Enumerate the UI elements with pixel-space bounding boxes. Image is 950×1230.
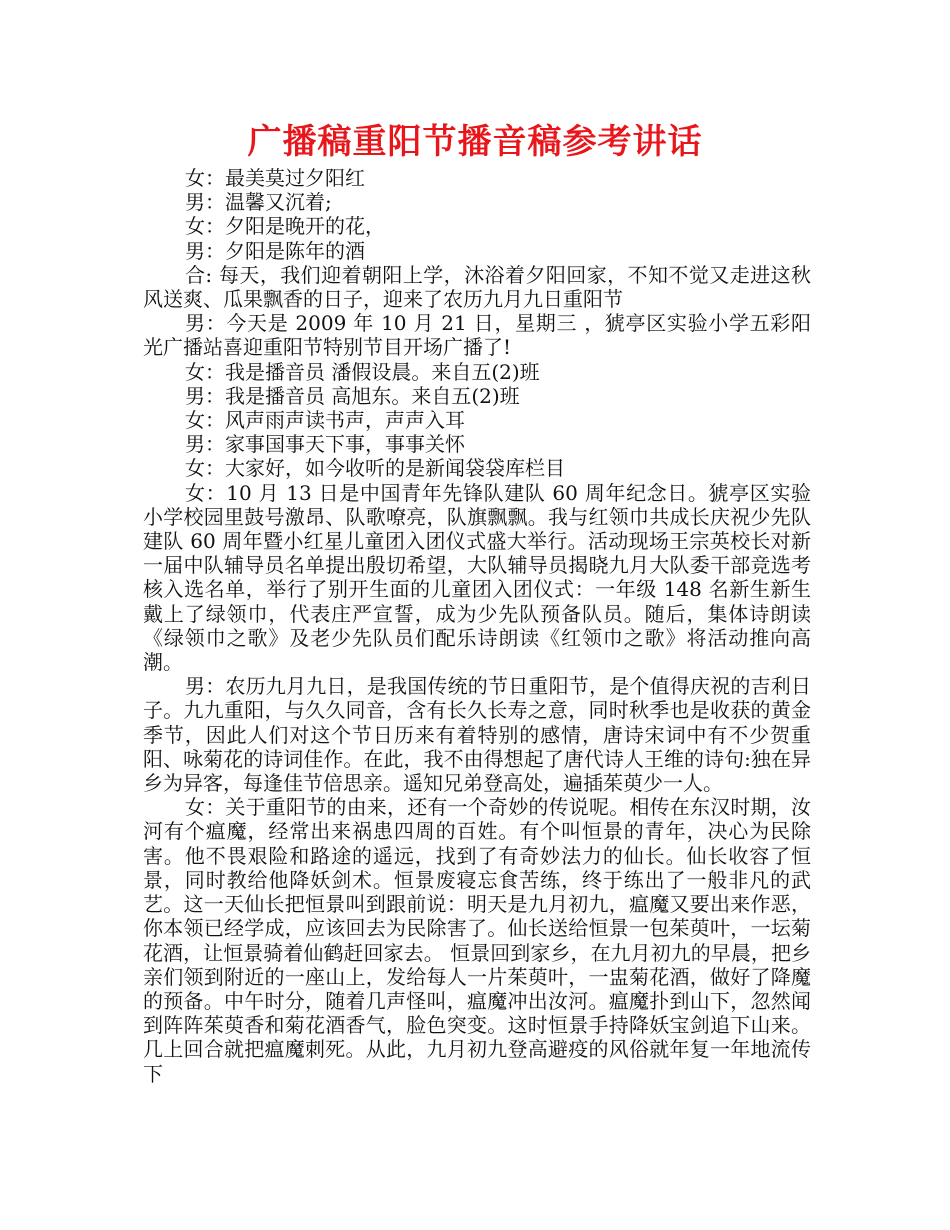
paragraph: 女：10 月 13 日是中国青年先锋队建队 60 周年纪念日。猇亭区实验小学校园里鼓号激昂、队歌嘹亮，队旗飘飘。我与红领巾共成长庆祝少先队建队 60 周年暨小红星儿童团入团仪式盛大举行。活动现场王宗英校长对新一届中队辅导员名单提出殷切希望，大队辅导员揭晓九月大队委干部竞选考核入选名单，举行了别开生面的儿童团入团仪式：一年级 148 名新生新生戴上了绿领巾，代表庄严宣誓，成为少先队预备队员。随后，集体诗朗读《绿领巾之歌》及老少先队员们配乐诗朗读《红领巾之歌》将活动推向高潮。 bbox=[143, 480, 811, 675]
paragraph: 男：家事国事天下事，事事关怀 bbox=[185, 432, 465, 457]
paragraph: 女：风声雨声读书声，声声入耳 bbox=[185, 408, 465, 433]
paragraph: 女：关于重阳节的由来，还有一个奇妙的传说呢。相传在东汉时期，汝河有个瘟魔，经常出来祸患四周的百姓。有个叫恒景的青年，决心为民除害。他不畏艰险和路途的遥远，找到了有奇妙法力的仙长。仙长收容了恒景，同时教给他降妖剑术。恒景废寝忘食苦练，终于练出了一般非凡的武艺。这一天仙长把恒景叫到跟前说：明天是九月初九，瘟魔又要出来作恶，你本领已经学成，应该回去为民除害了。仙长送给恒景一包茱萸叶，一坛菊花酒，让恒景骑着仙鹤赶回家去。 恒景回到家乡，在九月初九的早晨，把乡亲们领到附近的一座山上，发给每人一片茱萸叶，一盅菊花酒，做好了降魔的预备。中午时分，随着几声怪叫，瘟魔冲出汝河。瘟魔扑到山下，忽然闻到阵阵茱萸香和菊花酒香气，脸色突变。这时恒景手持降妖宝剑追下山来。几上回合就把瘟魔刺死。从此，九月初九登高避疫的风俗就年复一年地流传下 bbox=[143, 795, 811, 1086]
paragraph: 女：夕阳是晚开的花， bbox=[185, 214, 385, 239]
paragraph: 合: 每天，我们迎着朝阳上学，沐浴着夕阳回家，不知不觉又走进这秋风送爽、瓜果飘香的日子，迎来了农历九月九日重阳节 bbox=[143, 262, 811, 312]
paragraph: 女：最美莫过夕阳红 bbox=[185, 166, 365, 190]
paragraph: 男：夕阳是陈年的酒 bbox=[185, 238, 365, 263]
paragraph: 男：今天是 2009 年 10 月 21 日，星期三 ，猇亭区实验小学五彩阳光广播站喜迎重阳节特别节目开场广播了! bbox=[143, 311, 811, 360]
paragraph: 男：温馨又沉着; bbox=[185, 190, 332, 215]
document-body bbox=[143, 166, 811, 1086]
paragraph: 女：我是播音员 潘假设晨。来自五(2)班 bbox=[185, 359, 540, 384]
paragraph: 男：我是播音员 高旭东。来自五(2)班 bbox=[185, 383, 520, 408]
document-title: 广播稿重阳节播音稿参考讲话 bbox=[247, 122, 703, 162]
paragraph: 女：大家好，如今收听的是新闻袋袋库栏目 bbox=[185, 456, 565, 481]
paragraph: 男：农历九月九日，是我国传统的节日重阳节，是个值得庆祝的吉利日子。九九重阳，与久久同音，含有长久长寿之意，同时秋季也是收获的黄金季节，因此人们对这个节日历来有着特别的感情，唐诗宋词中有不少贺重阳、咏菊花的诗词佳作。在此，我不由得想起了唐代诗人王维的诗句:独在异乡为异客，每逢佳节倍思亲。遥知兄弟登高处，遍插茱萸少一人。 bbox=[143, 674, 811, 796]
